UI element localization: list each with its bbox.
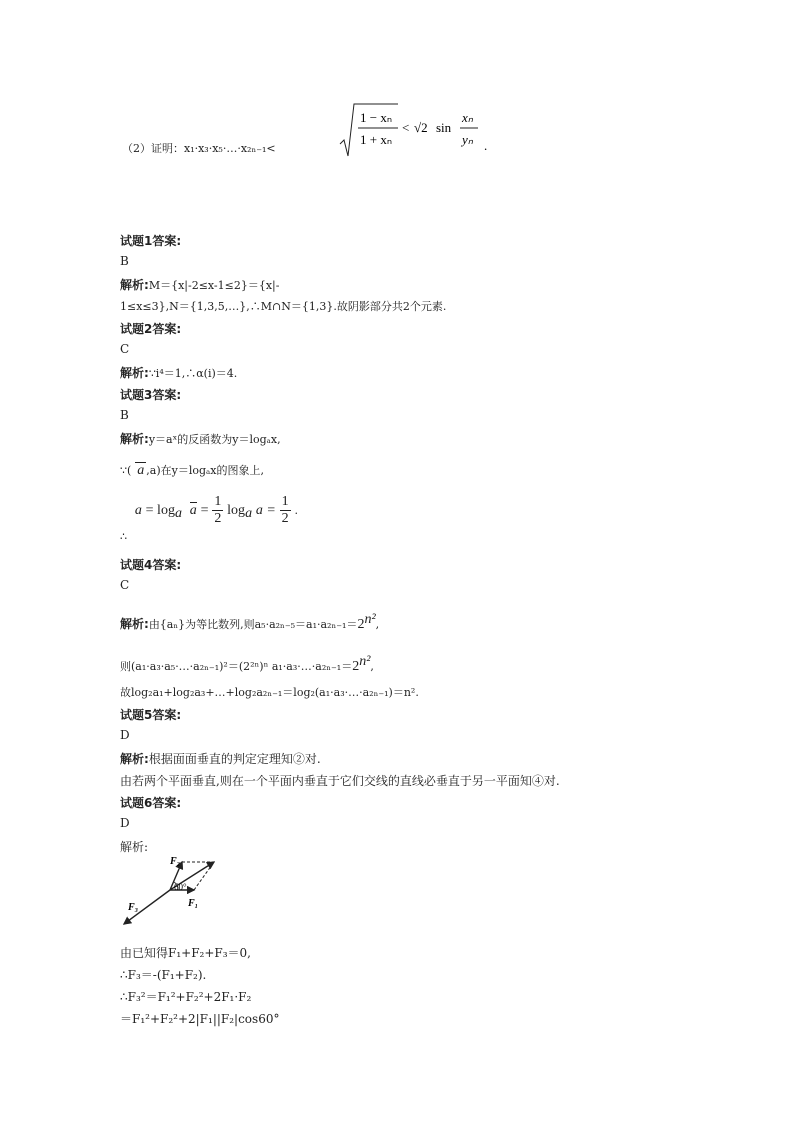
answer-title-2: 试题2答案: (120, 322, 182, 336)
eq-log1: = log (145, 503, 175, 518)
eq-log2: log (227, 503, 246, 518)
answer-letter-4: C (120, 578, 130, 592)
q4-pow1: 2 (357, 617, 365, 632)
q5-analysis (120, 750, 321, 767)
part2-formula (338, 100, 498, 160)
eq-a: a (134, 503, 142, 518)
q3-line2-pre: ∵( (120, 464, 132, 477)
q2-line1: ∵i⁴＝1,∴α(i)＝4. (148, 367, 238, 380)
answer-letter-1: B (120, 254, 129, 268)
q4-line3: 故log₂a₁+log₂a₃+…+log₂a₂ₙ₋₁＝log₂(a₁·a₃·…·a₂ₙ₋₁)＝n². (120, 686, 419, 699)
frac-denominator: yₙ (462, 132, 473, 147)
q1-line1: M＝{x|-2≤x-1≤2}＝{x|- (148, 279, 280, 292)
dashed-right (194, 862, 214, 890)
eq-half-den2: 2 (281, 511, 289, 526)
eq-half-num2: 1 (281, 494, 289, 509)
q4-analysis (120, 612, 379, 633)
sin-label: sin (436, 120, 452, 135)
eq-half-num: 1 (214, 494, 222, 509)
force-diagram (118, 852, 228, 932)
answer-title-1: 试题1答案: (120, 234, 182, 248)
eq-end: . (294, 504, 298, 517)
sqrt-two: √2 (414, 120, 428, 135)
answer-letter-2: C (120, 342, 130, 356)
q4-line1: 由{aₙ}为等比数列,则a₅·a₂ₙ₋₅＝a₁·a₂ₙ₋₁＝ (148, 618, 358, 631)
q3-line2-post: ,a)在y＝logₐx的图象上, (146, 464, 264, 477)
label-angle: 60° (174, 882, 187, 892)
label-f2: F₂ (170, 856, 181, 867)
formula-end: . (484, 138, 488, 153)
q3-line2 (120, 462, 264, 479)
q6-line1: 由已知得F₁+F₂+F₃＝0, (120, 946, 251, 960)
answer-letter-6: D (120, 816, 130, 830)
eq-eq: = (200, 503, 209, 518)
answer-title-4: 试题4答案: (120, 558, 182, 572)
part2-prefix: （2）证明：x₁·x₃·x₅·…·x₂ₙ₋₁< (122, 142, 276, 155)
label-f3: F₃ (128, 902, 139, 913)
q2-analysis (120, 364, 237, 381)
jiexi-label: 解析: (120, 432, 149, 446)
q3-sqrt-a: a (137, 463, 145, 478)
eq-a2: a = (255, 503, 276, 518)
eq-half-end (280, 494, 291, 527)
answer-title-3: 试题3答案: (120, 388, 182, 402)
jiexi-label: 解析: (120, 278, 149, 292)
answer-title-6: 试题6答案: (120, 796, 182, 810)
q5-line2: 由若两个平面垂直,则在一个平面内垂直于它们交线的直线必垂直于另一平面知④对. (120, 774, 560, 788)
answer-letter-3: B (120, 408, 129, 422)
q4-pow2: 2 (352, 659, 360, 674)
q3-line1: y＝aˣ的反函数为y＝logₐx, (148, 433, 281, 446)
q4-line1-end: , (375, 618, 380, 631)
q1-line2: 1≤x≤3},N＝{1,3,5,…},∴M∩N＝{1,3}.故阴影部分共2个元素. (120, 300, 447, 313)
sqrt-numerator: 1 − xₙ (360, 110, 393, 125)
q4-exp2: n² (359, 654, 371, 669)
q6-line4: ＝F₁²+F₂²+2|F₁||F₂|cos60° (120, 1012, 280, 1026)
eq-half (212, 494, 223, 527)
q4-exp1: n² (364, 612, 376, 627)
jiexi-label: 解析: (120, 752, 149, 766)
therefore-symbol: ∴ (120, 530, 127, 543)
jiexi-label: 解析: (120, 366, 149, 380)
q6-line3: ∴F₃²＝F₁²+F₂²+2F₁·F₂ (120, 990, 252, 1004)
eq-sqrta: a (189, 503, 197, 518)
q1-analysis (120, 276, 279, 293)
q6-jiexi-label: 解析: (120, 840, 149, 854)
less-than: < (402, 120, 410, 135)
q4-line2-end: , (370, 660, 374, 673)
eq-half-den: 2 (214, 511, 222, 526)
q6-line2: ∴F₃＝-(F₁+F₂). (120, 968, 207, 982)
sqrt-denominator: 1 + xₙ (360, 132, 393, 147)
q4-line2-wrap (120, 654, 374, 675)
eq-sub2: a (245, 506, 253, 521)
answer-letter-5: D (120, 728, 130, 742)
q3-analysis (120, 430, 281, 447)
frac-numerator: xₙ (462, 110, 473, 125)
label-f1: F₁ (188, 898, 199, 909)
answer-title-5: 试题5答案: (120, 708, 182, 722)
q5-line1: 根据面面垂直的判定定理知②对. (148, 752, 321, 766)
jiexi-label: 解析: (120, 617, 149, 631)
q4-line2: 则(a₁·a₃·a₅·…·a₂ₙ₋₁)²＝(2²ⁿ)ⁿ a₁·a₃·…·a₂ₙ₋₁＝ (120, 660, 353, 673)
q3-equation (120, 494, 298, 543)
eq-sub: a (174, 506, 182, 521)
